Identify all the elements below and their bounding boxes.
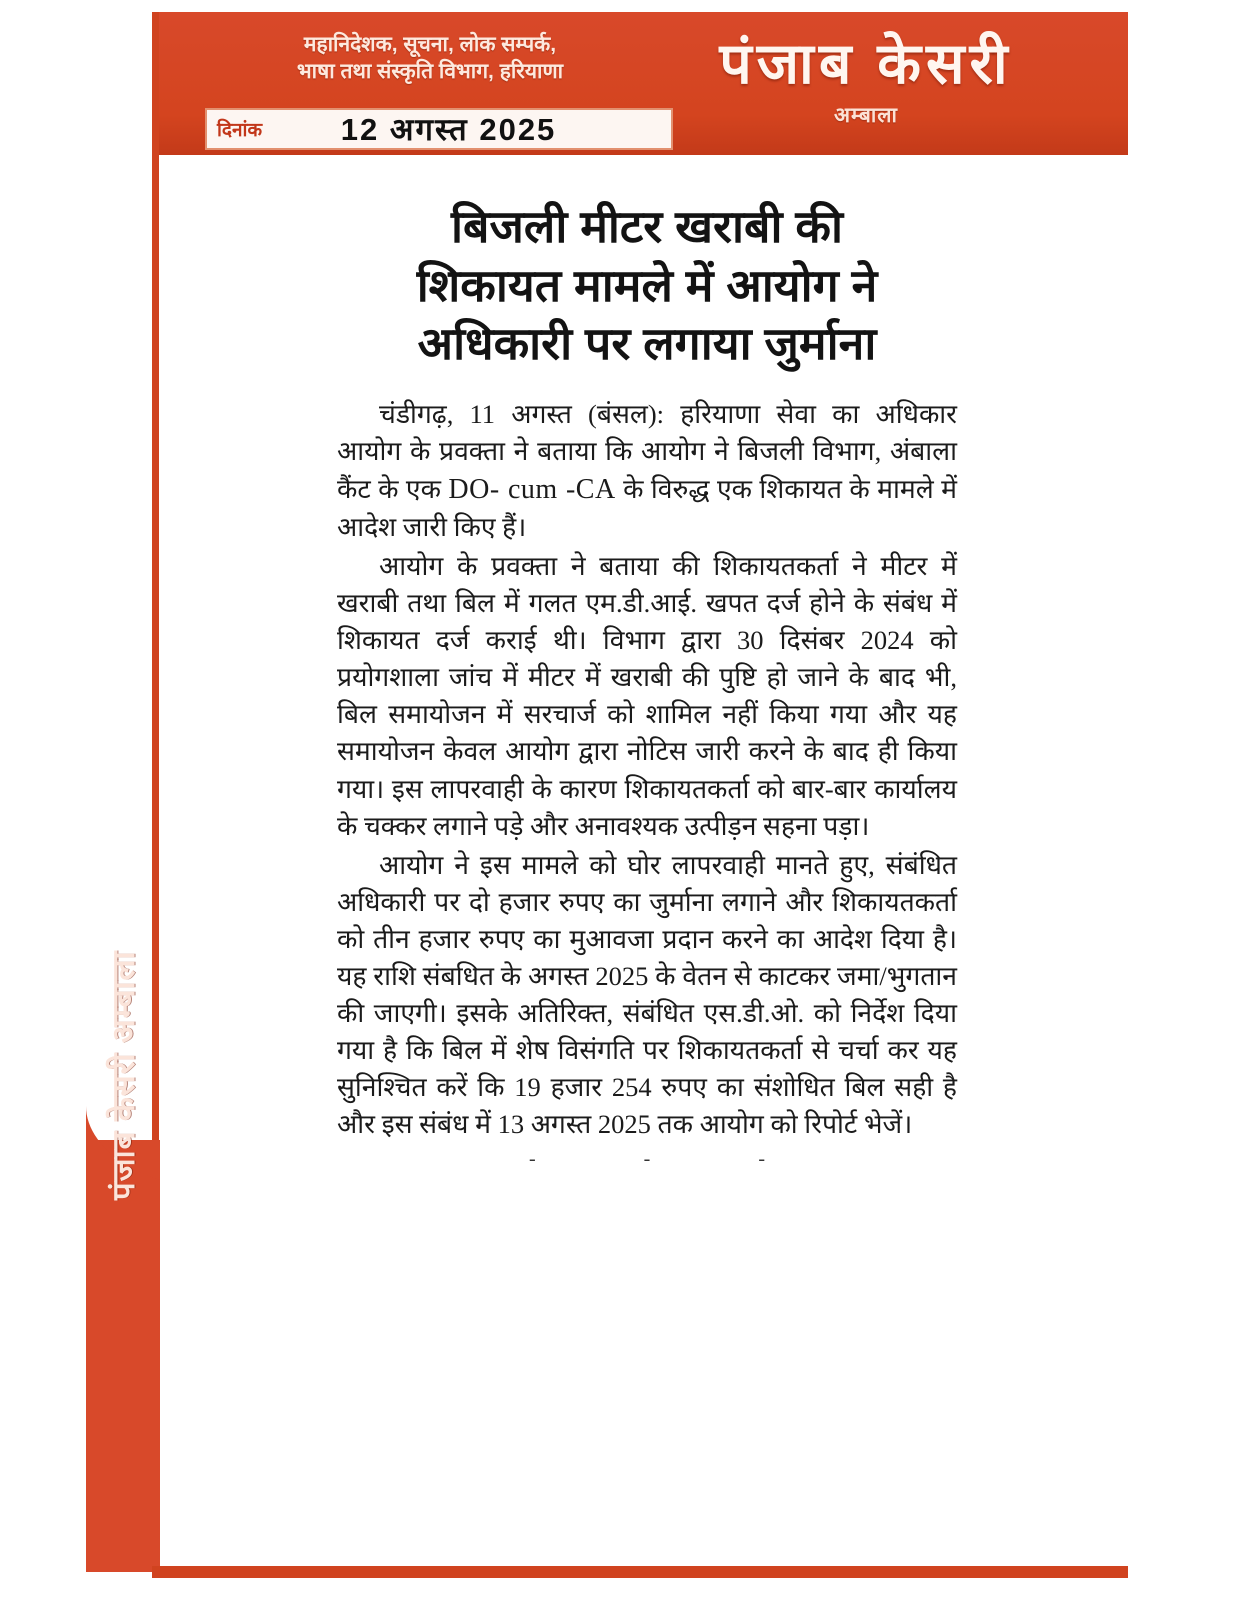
article-paragraph-1-tail: के विरुद्ध एक शिकायत के मामले में आदेश जारी किए हैं। — [337, 473, 957, 542]
end-mark-1: - — [528, 1148, 536, 1171]
publication-edition-city: अम्बाला — [834, 104, 898, 127]
article-dateline: चंडीगढ़, 11 अगस्त (बंसल): हरियाणा सेवा का अधिकार आयोग के प्रवक्ता ने बताया कि आयोग ने बिजली विभाग, अंबाला कैंट के एक — [337, 398, 957, 504]
headline-line-3: अधिकारी पर लगाया जुर्माना — [417, 318, 877, 369]
headline-line-2: शिकायत मामले में आयोग ने — [416, 259, 878, 311]
article-body — [166, 160, 1128, 1558]
article-paragraph-1 — [337, 396, 957, 546]
publication-name: पंजाब केसरी — [719, 32, 1013, 96]
bottom-border-rule — [152, 1566, 1128, 1578]
side-ribbon-label: पंजाब केसरी अम्बाला — [106, 950, 141, 1200]
date-label: दिनांक — [217, 120, 263, 141]
department-credit-line-2: भाषा तथा संस्कृति विभाग, हरियाणा — [296, 59, 564, 83]
date-value: 12 अगस्त 2025 — [340, 112, 557, 147]
masthead-band — [159, 12, 1128, 155]
publication-masthead — [656, 32, 1076, 129]
article-latin-term: DO- cum -CA — [448, 473, 616, 505]
headline-line-1: बिजली मीटर खराबी की — [451, 201, 843, 252]
department-credit-line-1: महानिदेशक, सूचना, लोक सम्पर्क, — [303, 33, 557, 56]
department-credit — [195, 32, 665, 86]
end-mark-2: - — [643, 1148, 651, 1171]
article-paragraph-3: आयोग ने इस मामले को घोर लापरवाही मानते हुए, संबंधित अधिकारी पर दो हजार रुपए का जुर्माना लगाने और शिकायतकर्ता को तीन हजार रुपए का मुआवजा प्रदान करने का आदेश दिया है। यह राशि संबधित के अगस्त 2025 के वेतन से काटकर जमा/भुगतान की जाएगी। इसके अतिरिक्त, संबंधित एस.डी.ओ. को निर्देश दिया गया है कि बिल में शेष विसंगति पर शिकायतकर्ता से चर्चा कर यह सुनिश्चित करें कि 19 हजार 254 रुपए का संशोधित बिल सही है और इस संबंध में 13 अगस्त 2025 तक आयोग को रिपोर्ट भेजें। — [337, 849, 957, 1140]
article-paragraph-2: आयोग के प्रवक्ता ने बताया की शिकायतकर्ता ने मीटर में खराबी तथा बिल में गलत एम.डी.आई. खपत दर्ज होने के संबंध में शिकायत दर्ज कराई थी। विभाग द्वारा 30 दिसंबर 2024 को प्रयोगशाला जांच में मीटर में खराबी की पुष्टि हो जाने के बाद भी, बिल समायोजन में सरचार्ज को शामिल नहीं किया गया और यह समायोजन केवल आयोग द्वारा नोटिस जारी करने के बाद ही किया गया। इस लापरवाही के कारण शिकायतकर्ता को बार-बार कार्यालय के चक्कर लगाने पड़े और अनावश्यक उत्पीड़न सहना पड़ा। — [337, 550, 957, 841]
article-text-column — [337, 396, 957, 1144]
article-headline — [317, 198, 976, 374]
end-mark-3: - — [758, 1148, 765, 1171]
date-box — [205, 108, 673, 150]
article-end-marks — [337, 1149, 957, 1169]
